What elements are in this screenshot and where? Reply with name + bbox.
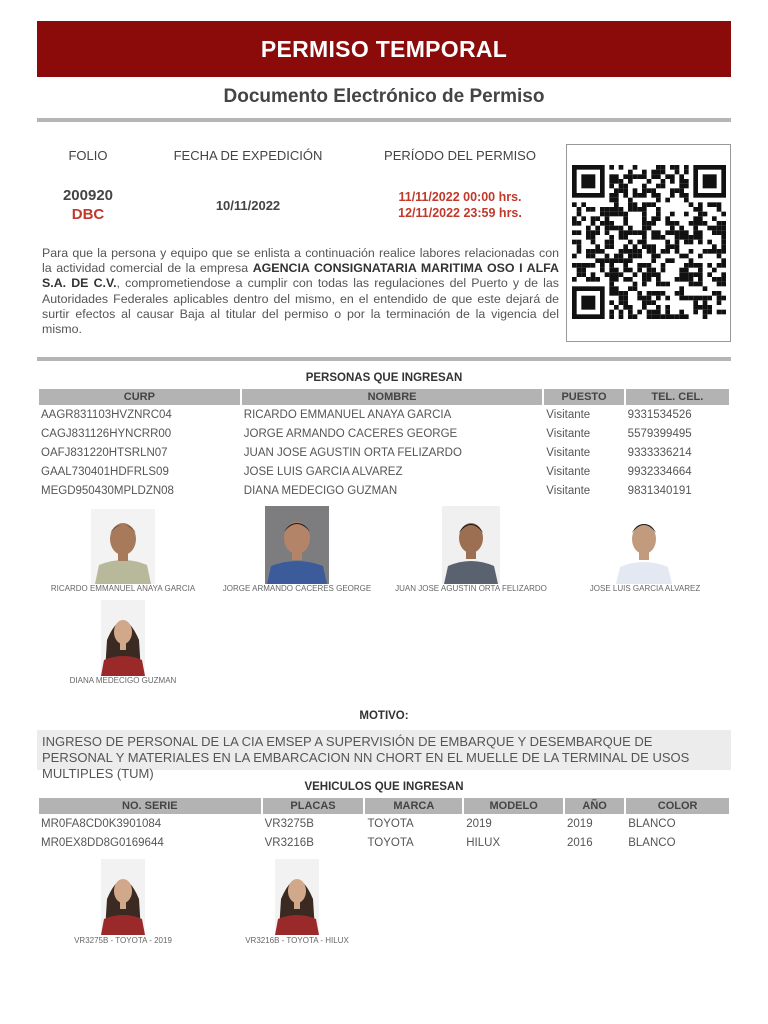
- cell-curp: CAGJ831126HYNCRR00: [41, 427, 172, 440]
- vehiculos-table: [37, 798, 731, 852]
- photo-caption: VR3275B - TOYOTA - 2019: [74, 936, 172, 945]
- cell-tel: 5579399495: [627, 427, 692, 440]
- document-subtitle: Documento Electrónico de Permiso: [223, 86, 545, 107]
- cell-serie: MR0EX8DD8G0169644: [41, 836, 164, 849]
- cell-puesto: Visitante: [546, 446, 591, 459]
- fecha-label: FECHA DE EXPEDICIÓN: [173, 148, 323, 163]
- cell-puesto: Visitante: [546, 408, 591, 421]
- cell-color: BLANCO: [628, 836, 676, 849]
- photo-person-1: [91, 509, 155, 584]
- cell-marca: TOYOTA: [367, 836, 414, 849]
- cell-curp: OAFJ831220HTSRLN07: [41, 446, 168, 459]
- folio-code: DBC: [71, 206, 105, 223]
- photo-vehiculo-2: [275, 859, 319, 935]
- cell-nombre: JUAN JOSE AGUSTIN ORTA FELIZARDO: [243, 446, 462, 459]
- photo-caption: VR3216B - TOYOTA - HILUX: [245, 936, 349, 945]
- cell-modelo: HILUX: [466, 836, 501, 849]
- cell-tel: 9831340191: [627, 484, 692, 497]
- cell-tel: 9932334664: [627, 465, 692, 478]
- header-marca: MARCA: [365, 798, 462, 814]
- folio-number: 200920: [62, 187, 114, 204]
- photo-person-2: [265, 506, 329, 584]
- header-color: COLOR: [626, 798, 729, 814]
- cell-puesto: Visitante: [546, 427, 591, 440]
- photo-caption: JOSE LUIS GARCIA ALVAREZ: [589, 584, 701, 593]
- cell-curp: MEGD950430MPLDZN08: [41, 484, 174, 497]
- photo-person-4: [614, 511, 674, 584]
- cell-puesto: Visitante: [546, 465, 591, 478]
- table-row: [39, 405, 729, 424]
- paragraph-part2: , comprometiendose a cumplir con todas las regulaciones del Puerto y de las Autoridades Federales aplicables dentro del mismo, en el entendido de que este dejará de surtir efectos al causar Baja al titular del permiso o por la terminación de la vigencia del mismo.: [42, 276, 560, 337]
- paragraph-part1: Para que la persona y equipo que se enlista a continuación realice labores relacionadas con la actividad comercial de la empresa: [42, 246, 559, 276]
- vehiculos-header-row: [39, 798, 729, 814]
- cell-nombre: DIANA MEDECIGO GUZMAN: [243, 484, 398, 497]
- divider-top: [37, 118, 731, 122]
- table-row: [39, 833, 729, 852]
- periodo-inicio: 11/11/2022 00:00 hrs.: [398, 190, 522, 204]
- periodo-label: PERÍODO DEL PERMISO: [384, 148, 536, 163]
- qr-code-icon: [572, 165, 726, 319]
- cell-marca: TOYOTA: [367, 817, 414, 830]
- photo-person-3: [442, 506, 500, 584]
- header-tel: TEL. CEL.: [626, 389, 729, 405]
- personas-table: [37, 389, 731, 500]
- table-row: [39, 443, 729, 462]
- header-nombre: NOMBRE: [242, 389, 543, 405]
- table-row: [39, 814, 729, 833]
- personas-title: PERSONAS QUE INGRESAN: [305, 372, 463, 384]
- photo-caption: JUAN JOSE AGUSTIN ORTA FELIZARDO: [395, 584, 547, 593]
- cell-serie: MR0FA8CD0K3901084: [41, 817, 162, 830]
- photo-caption: JORGE ARMANDO CACERES GEORGE: [222, 584, 372, 593]
- photo-caption: DIANA MEDECIGO GUZMAN: [69, 676, 177, 685]
- photo-person-5: [101, 600, 145, 676]
- divider-middle: [37, 357, 731, 361]
- vehiculos-title: VEHICULOS QUE INGRESAN: [304, 781, 464, 793]
- cell-anio: 2016: [567, 836, 593, 849]
- photo-caption: RICARDO EMMANUEL ANAYA GARCIA: [50, 584, 196, 593]
- title-banner: PERMISO TEMPORAL: [37, 21, 731, 77]
- cell-anio: 2019: [567, 817, 593, 830]
- personas-header-row: [39, 389, 729, 405]
- table-row: [39, 424, 729, 443]
- periodo-value: [380, 189, 540, 221]
- header-serie: NO. SERIE: [39, 798, 261, 814]
- table-row: [39, 462, 729, 481]
- cell-curp: AAGR831103HVZNRC04: [41, 408, 172, 421]
- cell-modelo: 2019: [466, 817, 492, 830]
- cell-puesto: Visitante: [546, 484, 591, 497]
- motivo-title: MOTIVO:: [359, 710, 409, 722]
- paragraph-company: AGENCIA CONSIGNATARIA MARITIMA OSO I ALFA S.A. DE C.V.: [42, 261, 560, 291]
- fecha-value: 10/11/2022: [215, 198, 281, 213]
- cell-placas: VR3216B: [264, 836, 314, 849]
- cell-nombre: JOSE LUIS GARCIA ALVAREZ: [243, 465, 403, 478]
- cell-tel: 9331534526: [627, 408, 692, 421]
- cell-tel: 9333336214: [627, 446, 692, 459]
- header-puesto: PUESTO: [544, 389, 623, 405]
- photo-vehiculo-1: [101, 859, 145, 935]
- table-row: [39, 481, 729, 500]
- motivo-text: INGRESO DE PERSONAL DE LA CIA EMSEP A SUPERVISIÓN DE EMBARQUE Y DESEMBARQUE DE PERSONAL Y MATERIALES EN LA EMBARCACION NN CHORT EN EL MUELLE DE LA TERMINAL DE USOS MULTIPLES (TUM): [37, 730, 731, 770]
- cell-placas: VR3275B: [264, 817, 314, 830]
- header-anio: AÑO: [565, 798, 624, 814]
- header-placas: PLACAS: [263, 798, 364, 814]
- cell-nombre: JORGE ARMANDO CACERES GEORGE: [243, 427, 458, 440]
- periodo-fin: 12/11/2022 23:59 hrs.: [398, 206, 522, 220]
- cell-nombre: RICARDO EMMANUEL ANAYA GARCIA: [243, 408, 452, 421]
- header-curp: CURP: [39, 389, 240, 405]
- permit-paragraph: [42, 246, 559, 337]
- folio-label: FOLIO: [68, 148, 108, 163]
- header-modelo: MODELO: [464, 798, 563, 814]
- qr-code: [566, 144, 731, 342]
- cell-curp: GAAL730401HDFRLS09: [41, 465, 169, 478]
- cell-color: BLANCO: [628, 817, 676, 830]
